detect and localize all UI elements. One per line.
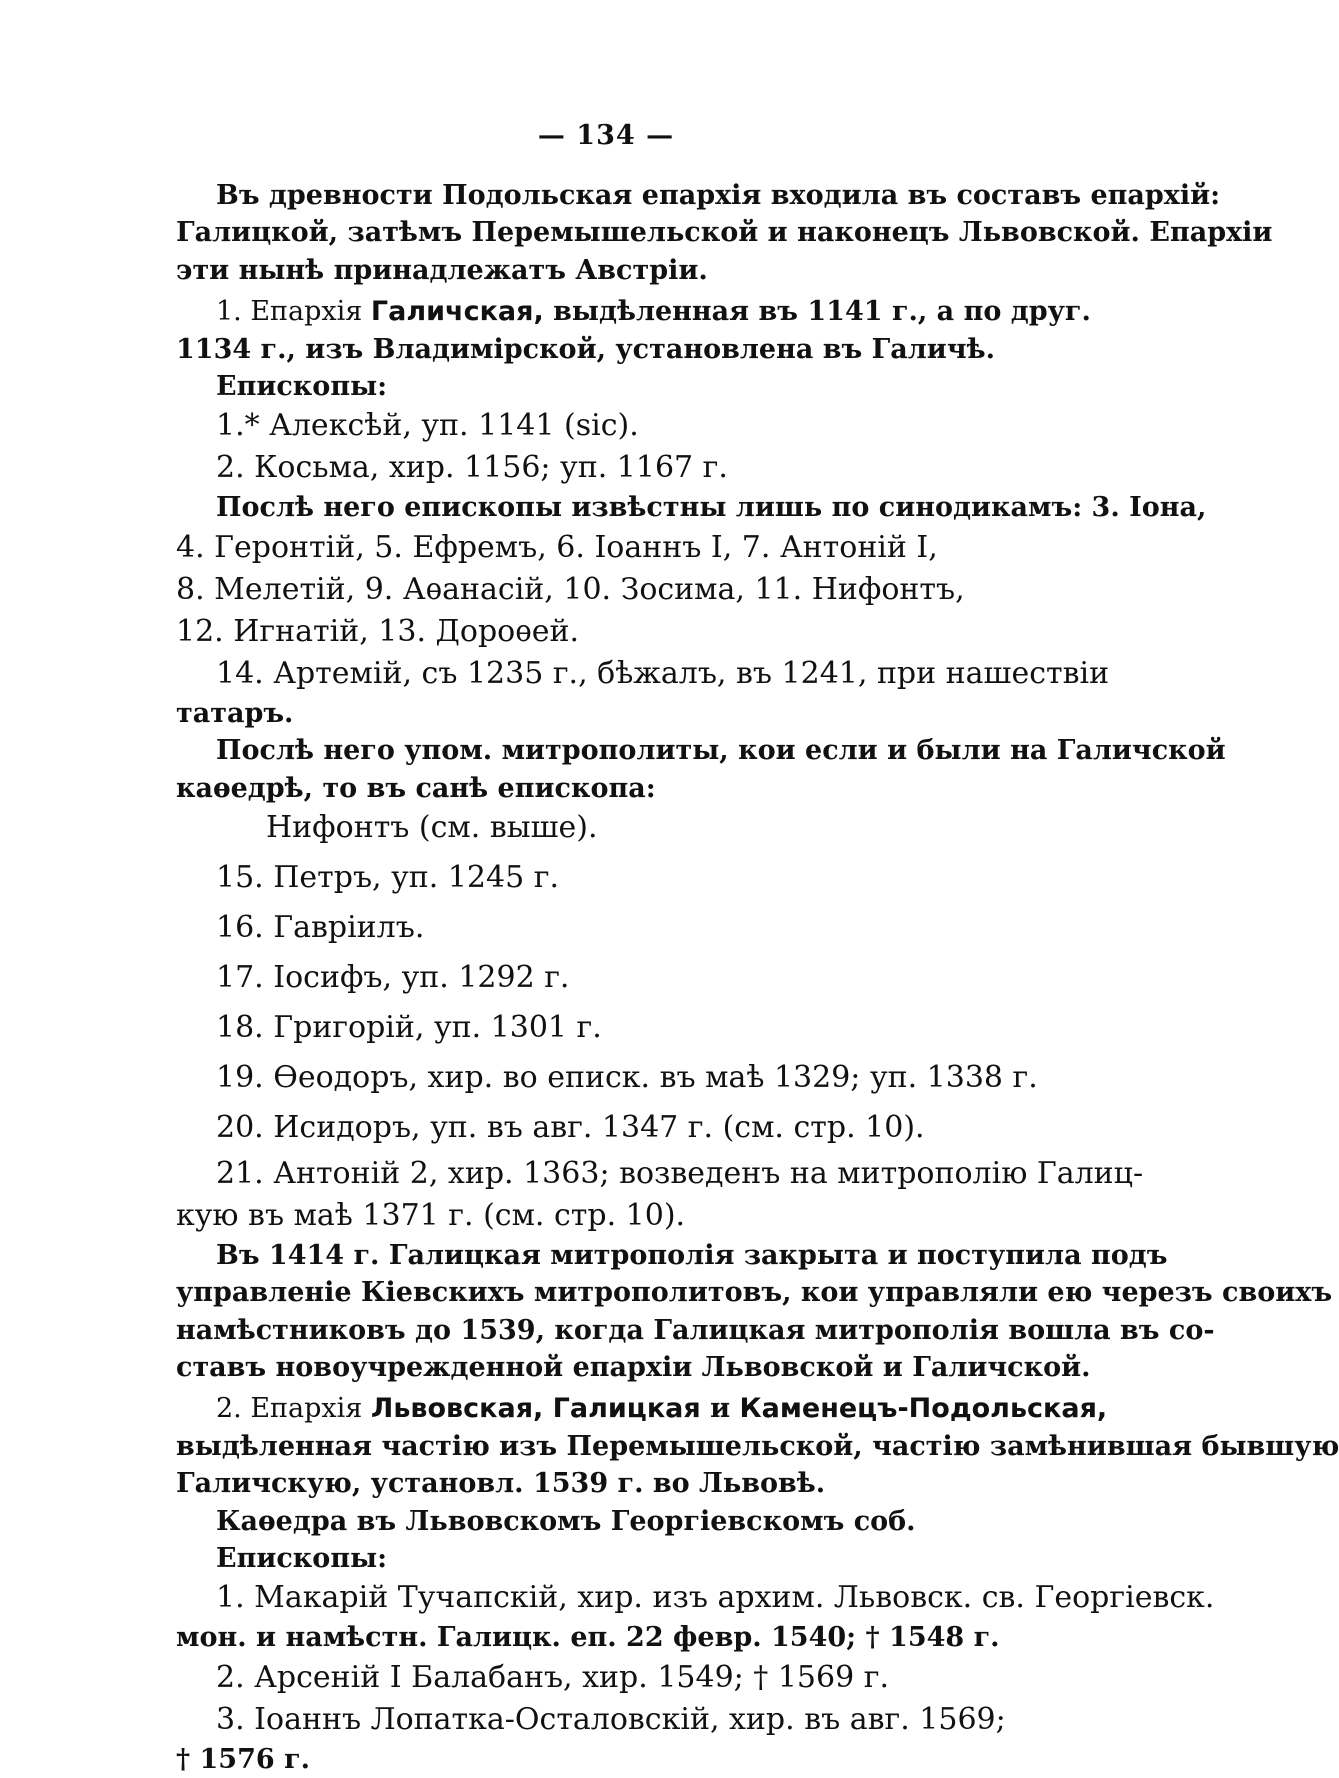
- list-item: 19. Ѳеодоръ, хир. во епиcк. въ маѣ 1329; уп. 1338 г.: [216, 1059, 1038, 1095]
- list-item: 1.* Алексѣй, уп. 1141 (sic).: [216, 408, 639, 444]
- text-line: ставъ новоучрежденной епархіи Львовской и Галичской.: [176, 1352, 1091, 1384]
- eparchy-name: Львовская, Галицкая: [370, 1393, 701, 1425]
- list-item: 1. Макарій Тучапскій, хир. изъ архим. Львовск. св. Георгіевск.: [216, 1580, 1215, 1616]
- list-item: 15. Петръ, уп. 1245 г.: [216, 859, 559, 895]
- text-line: Въ 1414 г. Галицкая митрополія закрыта и поступила подъ: [216, 1239, 1168, 1271]
- list-item: 2. Арсеній I Балабанъ, хир. 1549; † 1569 г.: [216, 1659, 889, 1695]
- text-line: Галичскую, установл. 1539 г. во Львовѣ.: [176, 1468, 826, 1500]
- list-item: 2. Косьма, хир. 1156; уп. 1167 г.: [216, 450, 728, 486]
- text-line: каѳедрѣ, то въ санѣ епископа:: [176, 772, 656, 804]
- text-line: эти нынѣ принадлежатъ Австріи.: [176, 254, 708, 286]
- eparchy-name: Галичская,: [370, 296, 544, 328]
- eparchy-heading: [176, 293, 1091, 330]
- text-line: 12. Игнатій, 13. Дороѳей.: [176, 613, 580, 649]
- list-item: 16. Гавріилъ.: [216, 909, 425, 945]
- text-line: 4. Геронтій, 5. Ефремъ, 6. Іоаннъ I, 7. Антоній I,: [176, 529, 938, 565]
- text-line: 8. Мелетій, 9. Аѳанасій, 10. Зосима, 11. Нифонтъ,: [176, 571, 965, 607]
- text-line: мон. и намѣстн. Галицк. еп. 22 февр. 1540; † 1548 г.: [176, 1622, 1000, 1654]
- eparchy-name: Каменецъ-Подольская,: [739, 1393, 1108, 1425]
- text-span: выдѣленная въ 1141 г., а по друг.: [543, 296, 1091, 328]
- eparchy-heading: [176, 1390, 1108, 1427]
- text-span: 1. Епархія: [216, 296, 371, 328]
- list-item: 17. Іосифъ, уп. 1292 г.: [216, 959, 570, 995]
- list-item: Нифонтъ (см. выше).: [266, 809, 598, 845]
- text-line: выдѣленная частію изъ Перемышельской, частію замѣнившая бывшую: [176, 1430, 1339, 1462]
- text-line: Послѣ него упом. митрополиты, кои если и были на Галичской: [216, 735, 1226, 767]
- text-span: 2. Епархія: [216, 1393, 371, 1425]
- list-item: 14. Артемій, съ 1235 г., бѣжалъ, въ 1241, при нашествіи: [216, 655, 1110, 691]
- text-line: Въ древности Подольская епархія входила въ составъ епархій:: [216, 180, 1221, 211]
- bishops-label: Епископы:: [216, 1543, 388, 1575]
- text-span: и: [700, 1393, 740, 1425]
- book-page: [176, 120, 1339, 1775]
- text-line: Послѣ него епископы извѣстны лишь по синодикамъ: 3. Іона,: [216, 492, 1207, 524]
- text-line: Каѳедра въ Львовскомъ Георгіевскомъ соб.: [216, 1505, 916, 1537]
- list-item: 21. Антоній 2, хир. 1363; возведенъ на митрополію Галиц-: [216, 1155, 1144, 1191]
- text-line: управленіе Кіевскихъ митрополитовъ, кои управляли ею черезъ своихъ: [176, 1277, 1333, 1309]
- text-line: кую въ маѣ 1371 г. (см. стр. 10).: [176, 1197, 686, 1233]
- text-line: татаръ.: [176, 697, 294, 729]
- text-line: намѣстниковъ до 1539, когда Галицкая митрополія вошла въ со-: [176, 1314, 1215, 1346]
- list-item: 18. Григорій, уп. 1301 г.: [216, 1009, 602, 1045]
- text-line: 1134 г., изъ Владимірской, установлена въ Галичѣ.: [176, 333, 995, 365]
- page-number: — 134 —: [537, 120, 675, 151]
- text-line: † 1576 г.: [176, 1743, 311, 1775]
- bishops-label: Епископы:: [216, 370, 388, 402]
- list-item: 3. Іоаннъ Лопатка-Осталовскій, хир. въ авг. 1569;: [216, 1701, 1006, 1737]
- list-item: 20. Исидоръ, уп. въ авг. 1347 г. (см. стр. 10).: [216, 1109, 925, 1145]
- text-line: Галицкой, затѣмъ Перемышельской и наконецъ Львовской. Епархіи: [176, 217, 1273, 249]
